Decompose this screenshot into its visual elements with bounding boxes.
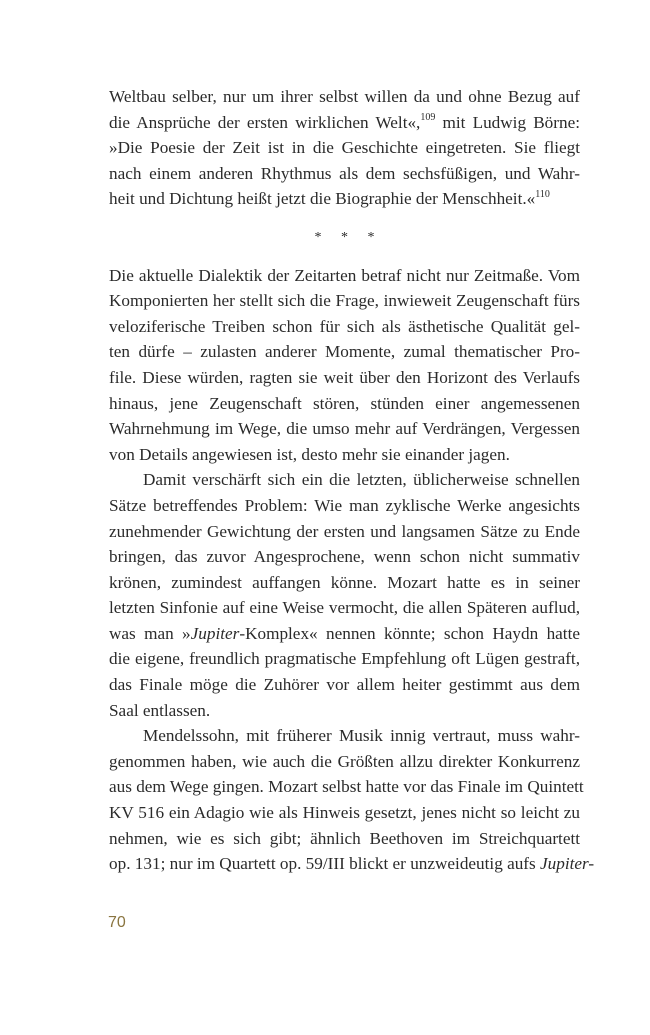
footnote-ref-110[interactable]: 110 <box>535 188 550 200</box>
text-line: file. Diese würden, ragten sie weit über den Horizont des Verlaufs <box>109 367 580 387</box>
text-line: nach einem anderen Rhythmus als dem sechsfüßigen, und Wahr- <box>109 163 580 183</box>
text-line <box>109 621 580 647</box>
text-line: Mendelssohn, mit früherer Musik innig vertraut, muss wahr- <box>143 726 580 746</box>
italic-work-title: Jupiter- <box>540 854 595 874</box>
text-line: das Finale möge die Zuhörer vor allem heiter gestimmt aus dem <box>109 675 580 695</box>
text-line: Komponierten her stellt sich die Frage, inwieweit Zeugenschaft fürs <box>109 291 580 311</box>
text-line <box>109 186 580 212</box>
text-line: letzten Sinfonie auf eine Weise vermocht, die allen Späteren auflud, <box>109 598 580 618</box>
paragraph-continued <box>109 84 580 212</box>
italic-work-title: Jupiter <box>190 623 240 643</box>
text-line: von Details angewiesen ist, desto mehr sie einander jagen. <box>109 444 510 464</box>
text-line: die eigene, freundlich pragmatische Empfehlung oft Lügen gestraft, <box>109 649 580 669</box>
text-line: ten dürfe – zulasten anderer Momente, zumal thematischer Pro- <box>109 342 580 362</box>
section-separator: * * * <box>314 229 383 245</box>
paragraph <box>109 467 580 723</box>
text-line: bringen, das zuvor Angesprochene, wenn schon nicht summativ <box>109 547 580 567</box>
text-line: Damit verschärft sich ein die letzten, üblicherweise schnellen <box>143 470 580 490</box>
text-line <box>109 110 580 136</box>
text-fragment: was man » <box>109 623 191 643</box>
page-number: 70 <box>108 914 126 931</box>
text-line: genommen haben, wie auch die Größten allzu direkter Konkurrenz <box>109 751 580 771</box>
text-line: KV 516 ein Adagio wie als Hinweis gesetzt, jenes nicht so leicht zu <box>109 803 580 823</box>
text-line: nehmen, wie es sich gibt; ähnlich Beethoven im Streichquartett <box>109 828 580 848</box>
text-line: Die aktuelle Dialektik der Zeitarten betraf nicht nur Zeitmaße. Vom <box>109 265 580 285</box>
text-line: veloziferische Treiben schon für sich als ästhetische Qualität gel- <box>109 316 580 336</box>
text-fragment: op. 131; nur im Quartett op. 59/III blickt er unzweideutig aufs <box>109 854 541 874</box>
text-fragment: heit und Dichtung heißt jetzt die Biographie der Menschheit.« <box>109 189 536 209</box>
page-body <box>109 84 595 877</box>
text-line: Wahrnehmung im Wege, die umso mehr auf Verdrängen, Vergessen <box>109 419 580 439</box>
text-line: Sätze betreffendes Problem: Wie man zyklische Werke angesichts <box>109 495 580 515</box>
text-line: aus dem Wege gingen. Mozart selbst hatte vor das Finale im Quintett <box>109 777 584 797</box>
text-fragment: -Komplex« nennen könnte; schon Haydn hatte <box>239 623 580 643</box>
text-line: hinaus, jene Zeugenschaft stören, stünden einer angemessenen <box>109 393 580 413</box>
text-line: zunehmender Gewichtung der ersten und langsamen Sätze zu Ende <box>109 521 580 541</box>
text-line: Weltbau selber, nur um ihrer selbst willen da und ohne Bezug auf <box>109 87 580 106</box>
footnote-ref-109[interactable]: 109 <box>420 111 436 123</box>
text-fragment: mit Ludwig Börne: <box>435 112 580 132</box>
text-line <box>109 851 595 877</box>
text-fragment: die Ansprüche der ersten wirklichen Welt«, <box>109 112 421 132</box>
paragraph <box>109 263 580 468</box>
text-line: Saal entlassen. <box>109 700 211 720</box>
text-line: krönen, zumindest auffangen könne. Mozart hatte es in seiner <box>109 572 580 592</box>
paragraph <box>109 723 595 877</box>
text-line: »Die Poesie der Zeit ist in die Geschichte eingetreten. Sie fliegt <box>109 138 580 158</box>
